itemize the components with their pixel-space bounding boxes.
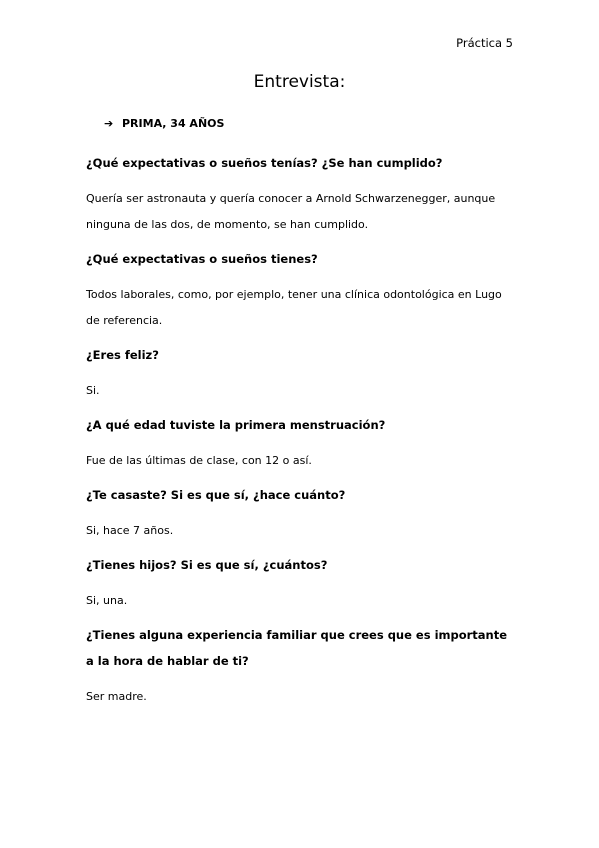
question: ¿Qué expectativas o sueños tenías? ¿Se han cumplido?: [86, 156, 443, 170]
question: ¿A qué edad tuviste la primera menstruación?: [86, 418, 386, 432]
answer: Todos laborales, como, por ejemplo, tener una clínica odontológica en Lugo de referencia.: [86, 288, 502, 327]
qa-item: [86, 150, 516, 246]
qa-list: [86, 150, 516, 710]
answer: Ser madre.: [86, 690, 147, 703]
qa-item: [86, 342, 516, 412]
answer: Quería ser astronauta y quería conocer a Arnold Schwarzenegger, aunque ninguna de las dos, de momento, se han cumplido.: [86, 192, 496, 231]
answer: Si, una.: [86, 594, 128, 607]
question: ¿Tienes alguna experiencia familiar que crees que es importante a la hora de hablar de ti?: [86, 628, 508, 668]
interviewee-heading: [104, 117, 224, 130]
answer: Fue de las últimas de clase, con 12 o así.: [86, 454, 312, 467]
question: ¿Te casaste? Si es que sí, ¿hace cuánto?: [86, 488, 346, 502]
answer: Si, hace 7 años.: [86, 524, 174, 537]
question: ¿Eres feliz?: [86, 348, 159, 362]
question: ¿Tienes hijos? Si es que sí, ¿cuántos?: [86, 558, 328, 572]
page-label: Práctica 5: [456, 36, 513, 50]
arrow-right-icon: ➔: [104, 117, 114, 130]
answer: Si.: [86, 384, 100, 397]
qa-item: [86, 482, 516, 552]
question: ¿Qué expectativas o sueños tienes?: [86, 252, 318, 266]
document-title: Entrevista:: [253, 72, 346, 92]
qa-item: [86, 622, 516, 710]
qa-item: [86, 552, 516, 622]
qa-item: [86, 246, 516, 342]
interviewee-label: PRIMA, 34 AÑOS: [122, 117, 225, 130]
qa-item: [86, 412, 516, 482]
